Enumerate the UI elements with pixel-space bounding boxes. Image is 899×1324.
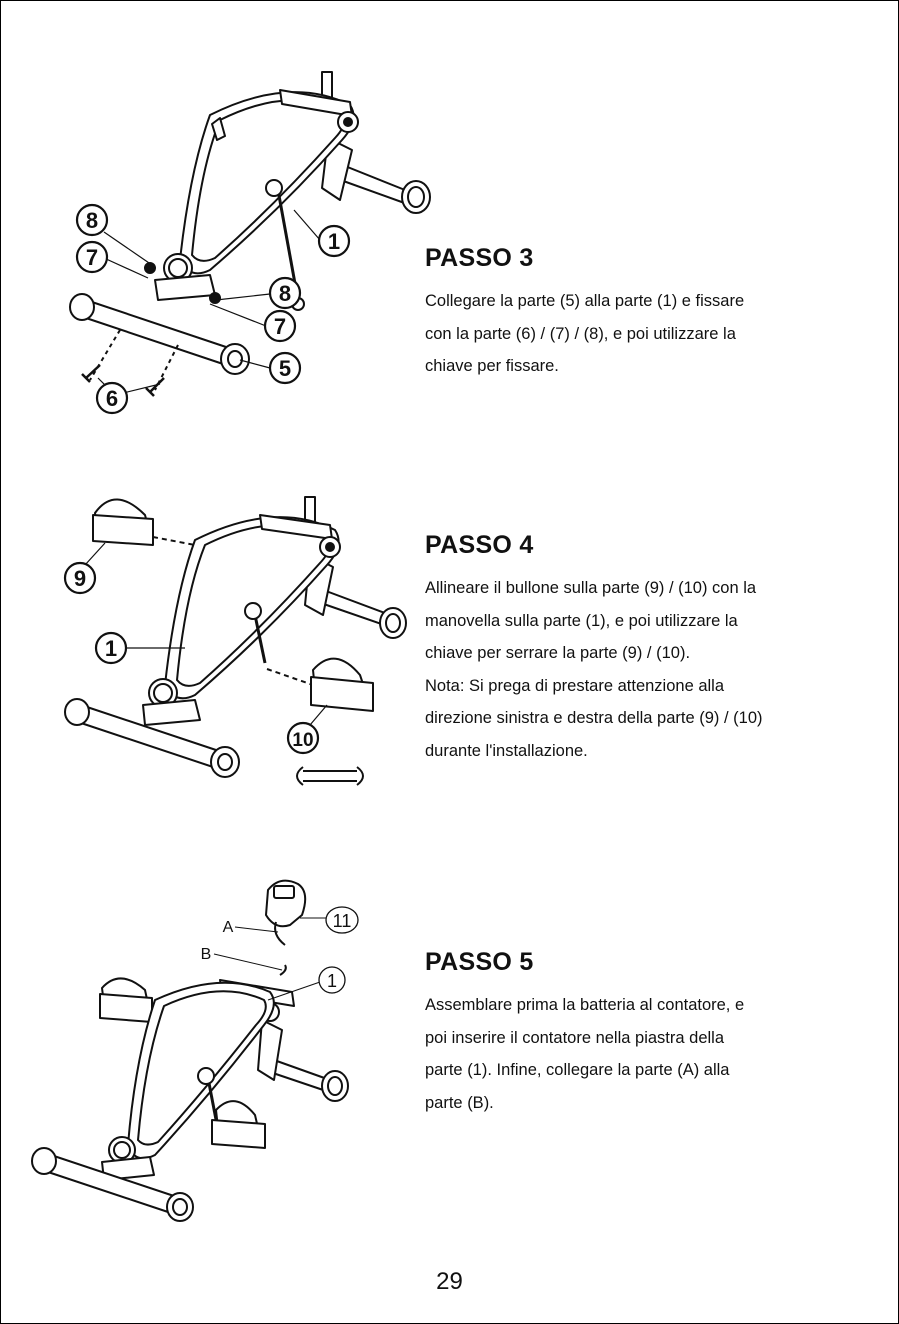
step5-title: PASSO 5 — [425, 948, 534, 976]
step3-title: PASSO 3 — [425, 244, 534, 272]
callout-1: 1 — [104, 636, 118, 661]
callout-1: 1 — [326, 971, 338, 991]
callout-6: 6 — [105, 386, 119, 411]
step4-line-4: Nota: Si prega di prestare attenzione alla — [425, 676, 725, 695]
step3-line-2: con la parte (6) / (7) / (8), e poi utilizzare la — [425, 324, 736, 343]
step5-text — [425, 948, 865, 1119]
step5-diagram — [30, 870, 390, 1230]
step4-text — [425, 531, 865, 767]
callout-8b: 8 — [278, 281, 292, 306]
callout-10: 10 — [292, 730, 314, 751]
callout-11: 11 — [332, 911, 352, 931]
step4-diagram — [55, 485, 415, 805]
callout-7b: 7 — [273, 314, 287, 339]
step3-line-3: chiave per fissare. — [425, 357, 559, 375]
step3-line-1: Collegare la parte (5) alla parte (1) e fissare — [425, 292, 745, 310]
step4-line-5: direzione sinistra e destra della parte (9) / (10) — [425, 709, 763, 727]
callout-8a: 8 — [85, 208, 99, 233]
callout-9: 9 — [73, 566, 87, 591]
callout-1: 1 — [327, 229, 341, 254]
step5-line-3: parte (1). Infine, collegare la parte (A) alla — [425, 1061, 730, 1079]
step5-line-2: poi inserire il contatore nella piastra della — [425, 1028, 724, 1047]
step4-line-2: manovella sulla parte (1), e poi utilizzare la — [425, 611, 738, 630]
label-a: A — [222, 919, 234, 936]
callout-7a: 7 — [85, 245, 99, 270]
step4-line-1: Allineare il bullone sulla parte (9) / (10) con la — [425, 579, 757, 597]
label-b: B — [200, 946, 212, 963]
step4-title: PASSO 4 — [425, 531, 534, 559]
callout-5: 5 — [278, 356, 292, 381]
step5-line-4: parte (B). — [425, 1093, 494, 1112]
page-number: 29 — [436, 1268, 463, 1295]
step5-line-1: Assemblare prima la batteria al contatore, e — [425, 996, 745, 1014]
step3-diagram — [60, 60, 440, 430]
step4-line-6: durante l'installazione. — [425, 741, 588, 760]
step3-text — [425, 244, 865, 383]
step4-line-3: chiave per serrare la parte (9) / (10). — [425, 644, 691, 662]
